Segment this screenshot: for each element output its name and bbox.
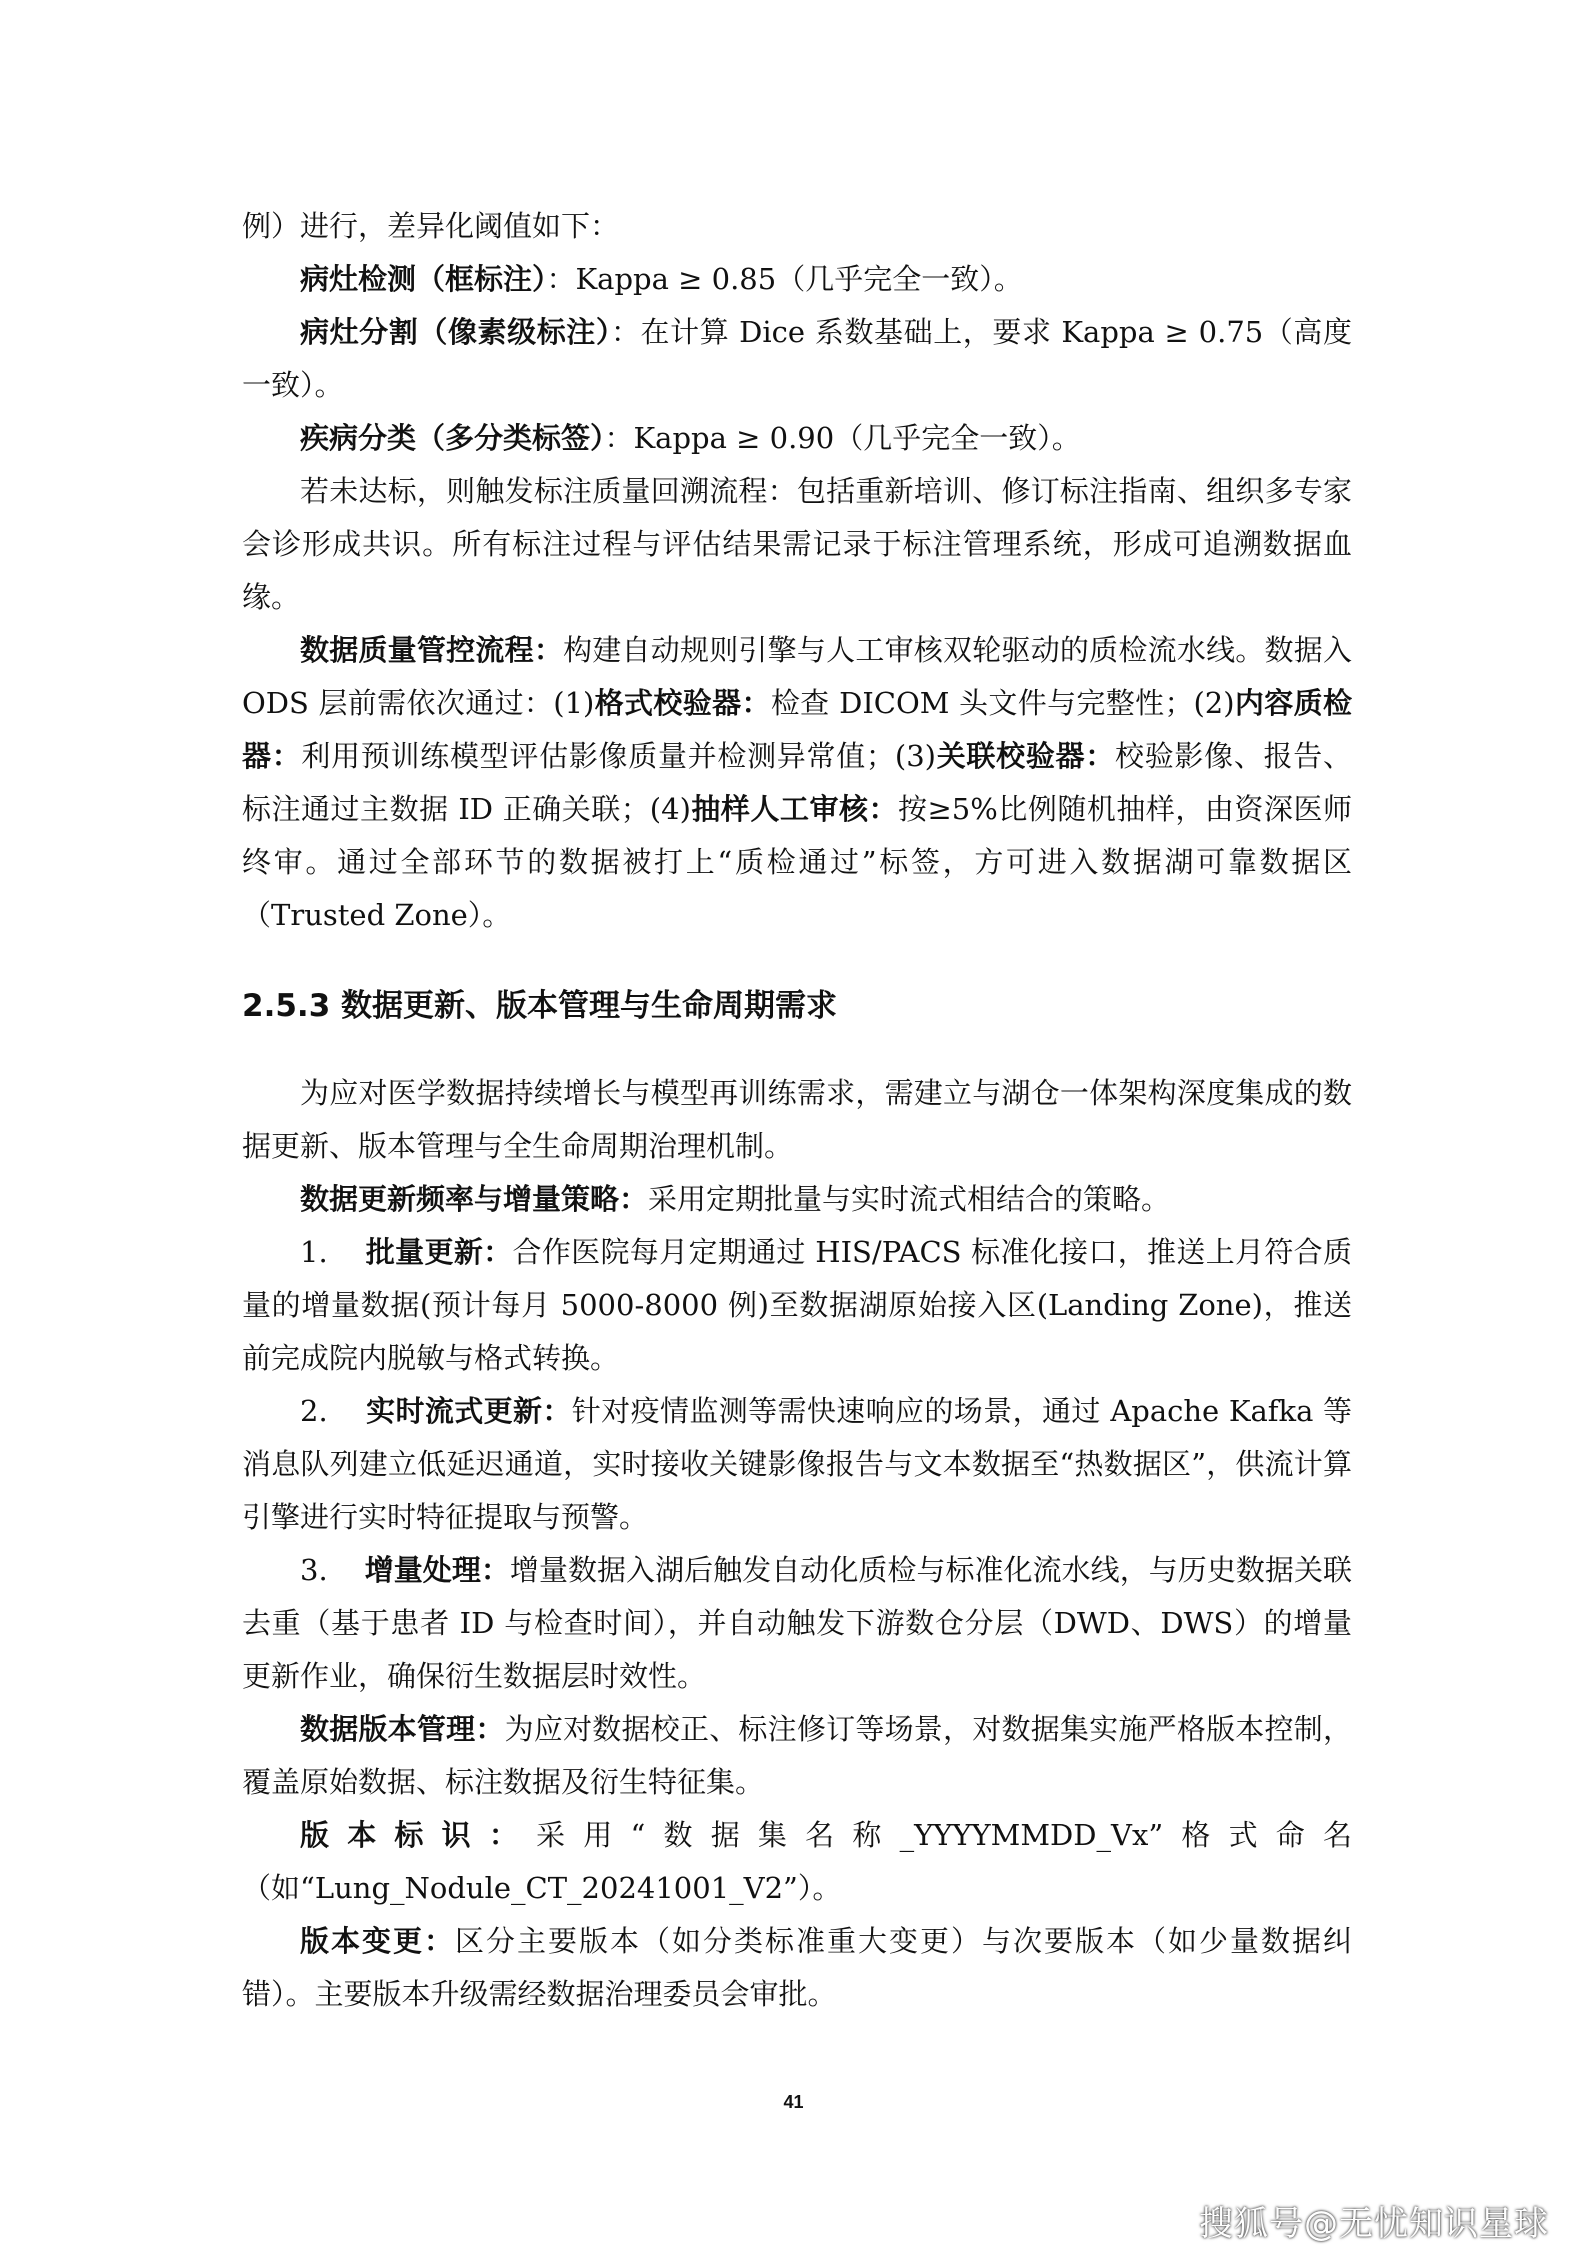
term-label: 数据版本管理： bbox=[300, 1712, 505, 1746]
term-label: 病灶分割（像素级标注） bbox=[300, 315, 611, 349]
paragraph-text: ：Kappa ≥ 0.90（几乎完全一致）。 bbox=[604, 421, 1081, 455]
list-item bbox=[242, 1544, 1352, 1703]
term-label: 增量处理： bbox=[364, 1553, 510, 1587]
paragraph-text: 区分主要版本（如分类标准重大变更）与次要版本（如少量数据纠错）。主要版本升级需经数据治理委员会审批。 bbox=[242, 1924, 1352, 2011]
paragraph-text: 增量数据入湖后触发自动化质检与标准化流水线，与历史数据关联去重（基于患者 ID 与检查时间），并自动触发下游数仓分层（DWD、DWS）的增量更新作业，确保衍生数据层时效性。 bbox=[242, 1553, 1352, 1693]
paragraph-text: ：在计算 Dice 系数基础上，要求 Kappa ≥ 0.75（高度一致）。 bbox=[242, 315, 1352, 402]
term-label: 版本标识： bbox=[300, 1818, 537, 1852]
term-label: 病灶检测（框标注） bbox=[300, 262, 547, 296]
paragraph-text: 校验影像、报告、标注通过主数据 ID 正确关联；(4) bbox=[242, 739, 1352, 826]
section-heading: 2.5.3 数据更新、版本管理与生命周期需求 bbox=[242, 988, 838, 1024]
paragraph-text: 利用预训练模型评估影像质量并检测异常值；(3) bbox=[301, 739, 936, 773]
paragraph-text: 检查 DICOM 头文件与完整性；(2) bbox=[770, 686, 1235, 720]
paragraph-text: 采用“数据集名称_YYYYMMDD_Vx”格式命名（如“Lung_Nodule_CT_20241001_V2”）。 bbox=[242, 1818, 1352, 1905]
list-number: 2. bbox=[300, 1394, 328, 1428]
paragraph: 若未达标，则触发标注质量回溯流程：包括重新培训、修订标注指南、组织多专家会诊形成共识。所有标注过程与评估结果需记录于标注管理系统，形成可追溯数据血缘。 bbox=[242, 474, 1352, 614]
paragraph-text: 按≥5%比例随机抽样，由资深医师终审。通过全部环节的数据被打上“质检通过”标签，方可进入数据湖可靠数据区（Trusted Zone）。 bbox=[242, 792, 1352, 932]
paragraph bbox=[242, 306, 1352, 412]
paragraph bbox=[242, 624, 1352, 942]
list-number: 1. bbox=[300, 1235, 328, 1269]
term-label: 格式校验器： bbox=[594, 686, 771, 720]
paragraph bbox=[242, 253, 1352, 306]
paragraph bbox=[242, 1809, 1352, 1915]
term-label: 关联校验器： bbox=[936, 739, 1115, 773]
paragraph bbox=[242, 1173, 1352, 1226]
list-item bbox=[242, 1226, 1352, 1385]
paragraph-text: 采用定期批量与实时流式相结合的策略。 bbox=[648, 1182, 1171, 1216]
paragraph bbox=[242, 1703, 1352, 1809]
term-label: 内容质检器： bbox=[242, 686, 1352, 773]
list-item bbox=[242, 1385, 1352, 1544]
term-label: 数据更新频率与增量策略： bbox=[300, 1182, 649, 1216]
list-number: 3. bbox=[300, 1553, 328, 1587]
paragraph-text: 针对疫情监测等需快速响应的场景，通过 Apache Kafka 等消息队列建立低延迟通道，实时接收关键影像报告与文本数据至“热数据区”，供流计算引擎进行实时特征提取与预警。 bbox=[242, 1394, 1352, 1534]
document-body bbox=[242, 200, 1352, 2021]
paragraph-text: 构建自动规则引擎与人工审核双轮驱动的质检流水线。数据入 ODS 层前需依次通过：(1) bbox=[242, 633, 1352, 720]
paragraph-text: 合作医院每月定期通过 HIS/PACS 标准化接口，推送上月符合质量的增量数据(预计每月 5000-8000 例)至数据湖原始接入区(Landing Zone)，推送前完成院内脱敏与格式转换。 bbox=[242, 1235, 1352, 1375]
paragraph: 为应对医学数据持续增长与模型再训练需求，需建立与湖仓一体架构深度集成的数据更新、版本管理与全生命周期治理机制。 bbox=[242, 1076, 1352, 1163]
term-label: 实时流式更新： bbox=[366, 1394, 572, 1428]
paragraph: 例）进行，差异化阈值如下： bbox=[242, 209, 620, 243]
term-label: 批量更新： bbox=[365, 1235, 513, 1269]
term-label: 抽样人工审核： bbox=[690, 792, 898, 826]
term-label: 疾病分类（多分类标签） bbox=[300, 421, 605, 455]
paragraph bbox=[242, 412, 1352, 465]
term-label: 数据质量管控流程： bbox=[300, 633, 564, 667]
term-label: 版本变更： bbox=[300, 1924, 455, 1958]
paragraph-text: ：Kappa ≥ 0.85（几乎完全一致）。 bbox=[546, 262, 1023, 296]
watermark: 搜狐号@无忧知识星球 bbox=[1199, 2204, 1549, 2244]
paragraph-text: 为应对数据校正、标注修订等场景，对数据集实施严格版本控制，覆盖原始数据、标注数据及衍生特征集。 bbox=[242, 1712, 1352, 1799]
paragraph bbox=[242, 1915, 1352, 2021]
page-number: 41 bbox=[783, 2092, 804, 2112]
